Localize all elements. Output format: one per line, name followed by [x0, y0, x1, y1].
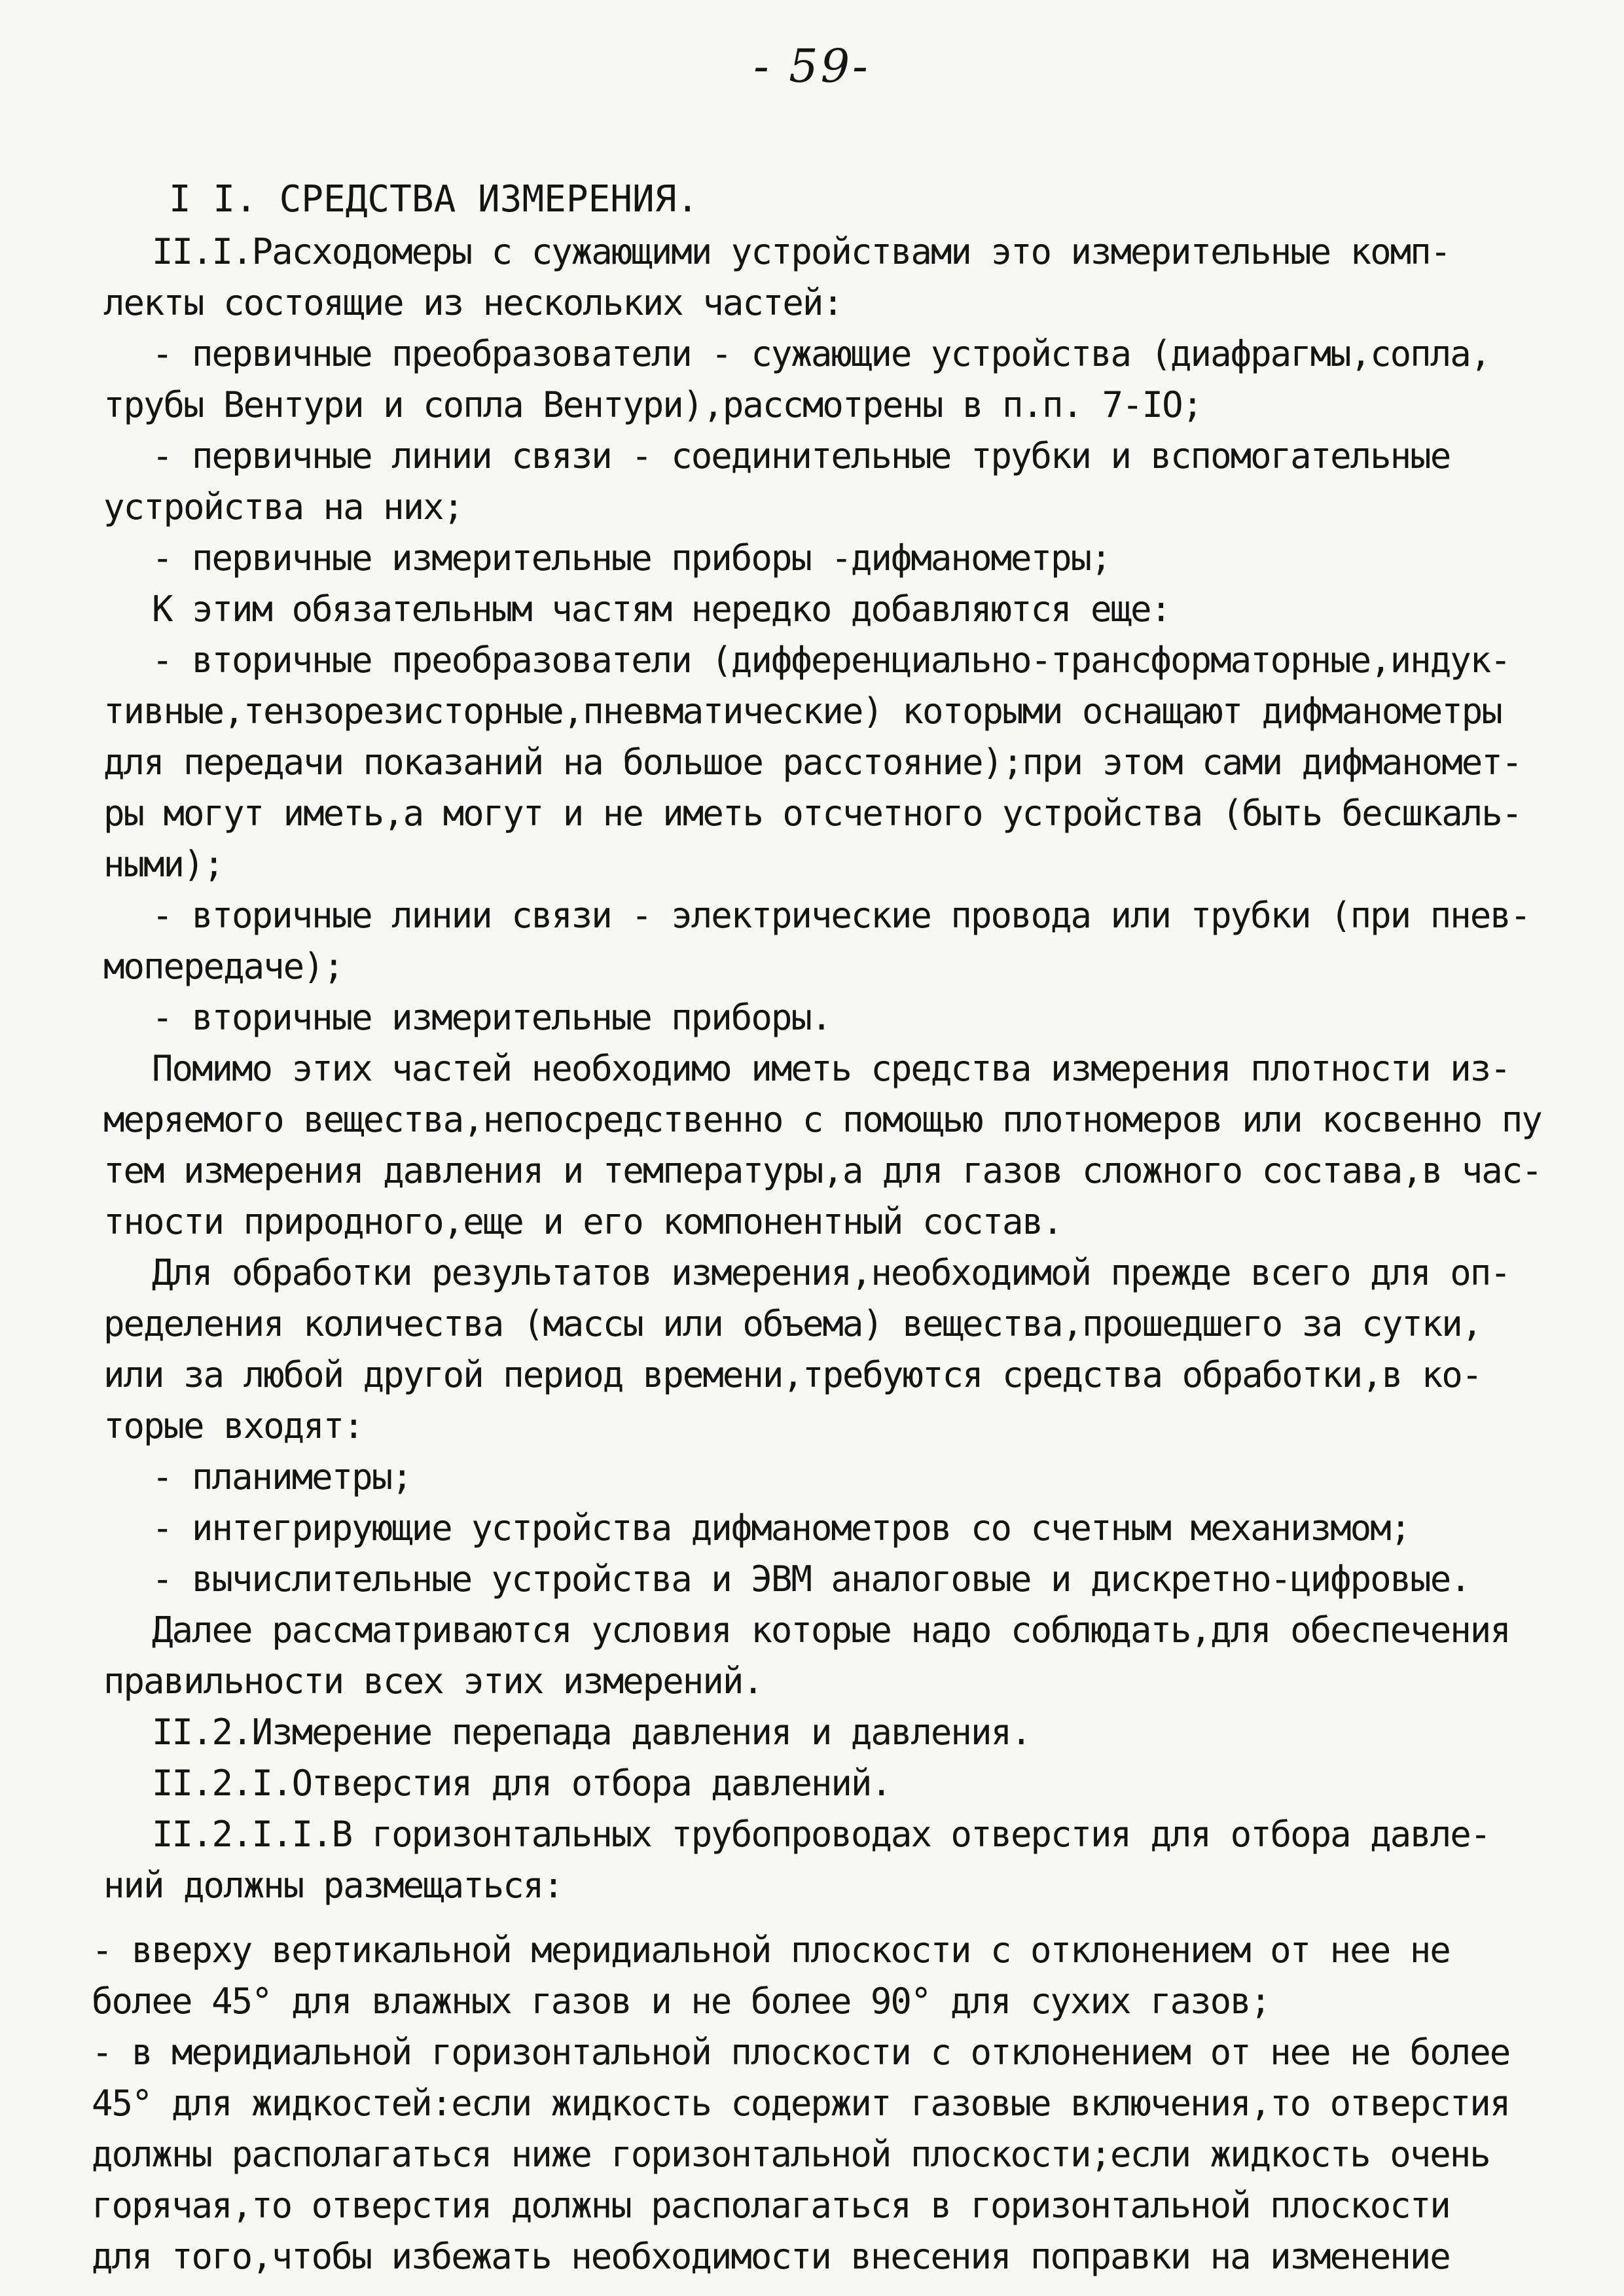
text-line: - вверху вертикальной меридиальной плоскости с отклонением от нее не	[92, 1929, 1450, 1971]
text-line: II.I.Расходомеры с сужающими устройствами это измерительные комп-	[152, 231, 1451, 272]
text-line: ры могут иметь,а могут и не иметь отсчетного устройства (быть бесшкаль-	[103, 793, 1522, 834]
page-number: - 59-	[753, 39, 871, 93]
text-line: ределения количества (массы или объема) вещества,прошедшего за сутки,	[103, 1303, 1482, 1344]
text-line: - планиметры;	[152, 1456, 412, 1498]
text-line: II.2.I.I.В горизонтальных трубопроводах отверстия для отбора давле-	[152, 1814, 1490, 1855]
text-line: тем измерения давления и температуры,а для газов сложного состава,в час-	[103, 1150, 1542, 1191]
text-line: лекты состоящие из нескольких частей:	[103, 282, 842, 323]
text-line: 45° для жидкостей:если жидкость содержит газовые включения,то отверстия	[92, 2083, 1510, 2124]
text-line: мопередаче);	[103, 946, 344, 987]
text-line: - вторичные измерительные приборы.	[152, 997, 831, 1038]
text-line: II.2.Измерение перепада давления и давления.	[152, 1712, 1031, 1753]
section-heading: I I. СРЕДСТВА ИЗМЕРЕНИЯ.	[169, 178, 699, 221]
text-line: - вычислительные устройства и ЭВМ аналоговые и дискретно-цифровые.	[152, 1558, 1470, 1600]
text-line: торые входят:	[103, 1405, 363, 1446]
text-line: меряемого вещества,непосредственно с помощью плотномеров или косвенно пу	[103, 1099, 1542, 1140]
text-line: тивные,тензорезисторные,пневматические) которыми оснащают дифманометры	[103, 691, 1502, 732]
text-line: К этим обязательным частям нередко добавляются еще:	[152, 588, 1171, 630]
text-line: для того,чтобы избежать необходимости внесения поправки на изменение	[92, 2236, 1450, 2277]
text-line: горячая,то отверстия должны располагаться в горизонтальной плоскости	[92, 2185, 1450, 2226]
text-line: или за любой другой период времени,требуются средства обработки,в ко-	[103, 1354, 1482, 1395]
text-line: - первичные преобразователи - сужающие устройства (диафрагмы,сопла,	[152, 333, 1490, 374]
text-line: должны располагаться ниже горизонтальной плоскости;если жидкость очень	[92, 2134, 1490, 2175]
text-line: II.2.I.Отверстия для отбора давлений.	[152, 1763, 891, 1804]
text-line: ний должны размещаться:	[103, 1865, 563, 1906]
text-line: ными);	[103, 844, 224, 885]
text-line: - в меридиальной горизонтальной плоскости с отклонением от нее не более	[92, 2032, 1510, 2073]
text-line: Для обработки результатов измерения,необходимой прежде всего для оп-	[152, 1252, 1510, 1293]
text-line: Далее рассматриваются условия которые надо соблюдать,для обеспечения	[152, 1609, 1510, 1651]
text-line: - первичные линии связи - соединительные трубки и вспомогательные	[152, 435, 1451, 476]
text-line: тности природного,еще и его компонентный состав.	[103, 1201, 1062, 1242]
text-line: более 45° для влажных газов и не более 90° для сухих газов;	[92, 1981, 1271, 2022]
text-line: правильности всех этих измерений.	[103, 1660, 763, 1702]
text-line: - первичные измерительные приборы -дифманометры;	[152, 537, 1111, 579]
text-line: трубы Вентури и сопла Вентури),рассмотрены в п.п. 7-IO;	[103, 384, 1202, 425]
text-line: - вторичные преобразователи (дифференциально-трансформаторные,индук-	[152, 639, 1510, 681]
text-line: устройства на них;	[103, 486, 463, 528]
text-line: - интегрирующие устройства дифманометров со счетным механизмом;	[152, 1507, 1411, 1549]
text-line: Помимо этих частей необходимо иметь средства измерения плотности из-	[152, 1048, 1510, 1089]
text-line: - вторичные линии связи - электрические провода или трубки (при пнев-	[152, 895, 1530, 936]
text-line: для передачи показаний на большое расстояние);при этом сами дифманомет-	[103, 742, 1522, 783]
